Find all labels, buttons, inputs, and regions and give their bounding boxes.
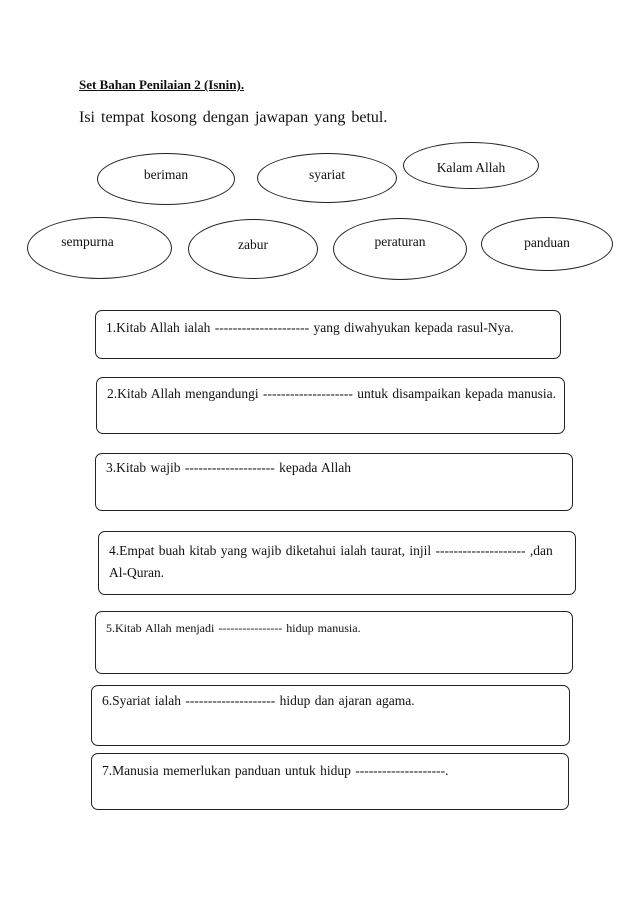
question-text: 4.Empat buah kitab yang wajib diketahui ialah taurat, injil -------------------- ,dan Al-Quran. <box>109 543 553 580</box>
question-box <box>91 753 569 810</box>
word-bank-word: sempurna <box>61 234 114 249</box>
word-bank-item <box>333 218 467 280</box>
word-bank-word: peraturan <box>374 234 426 249</box>
question-text: 5.Kitab Allah menjadi ---------------- hidup manusia. <box>106 621 361 635</box>
word-bank-item <box>188 219 318 279</box>
question-text: 6.Syariat ialah -------------------- hidup dan ajaran agama. <box>102 693 415 708</box>
question-text: 3.Kitab wajib -------------------- kepada Allah <box>106 460 351 475</box>
word-bank-word: zabur <box>238 237 268 252</box>
question-box <box>98 531 576 595</box>
word-bank-item <box>481 217 613 271</box>
word-bank-item <box>97 153 235 205</box>
word-bank-word: syariat <box>309 167 345 182</box>
word-bank-word: beriman <box>143 167 189 182</box>
worksheet-instruction: Isi tempat kosong dengan jawapan yang betul. <box>79 109 388 126</box>
word-bank-word: panduan <box>524 235 570 250</box>
question-box <box>91 685 570 746</box>
word-bank-item <box>27 217 172 279</box>
question-box <box>95 611 573 674</box>
word-bank-word: Kalam Allah <box>436 160 506 175</box>
question-box <box>96 377 565 434</box>
question-box <box>95 310 561 359</box>
question-text: 2.Kitab Allah mengandungi -------------------- untuk disampaikan kepada manusia. <box>107 386 556 401</box>
question-text: 7.Manusia memerlukan panduan untuk hidup --------------------. <box>102 763 449 778</box>
question-text: 1.Kitab Allah ialah --------------------- yang diwahyukan kepada rasul-Nya. <box>106 320 514 335</box>
word-bank-item <box>257 153 397 203</box>
word-bank-item <box>403 142 539 189</box>
question-box <box>95 453 573 511</box>
worksheet-heading: Set Bahan Penilaian 2 (Isnin). <box>79 77 245 92</box>
